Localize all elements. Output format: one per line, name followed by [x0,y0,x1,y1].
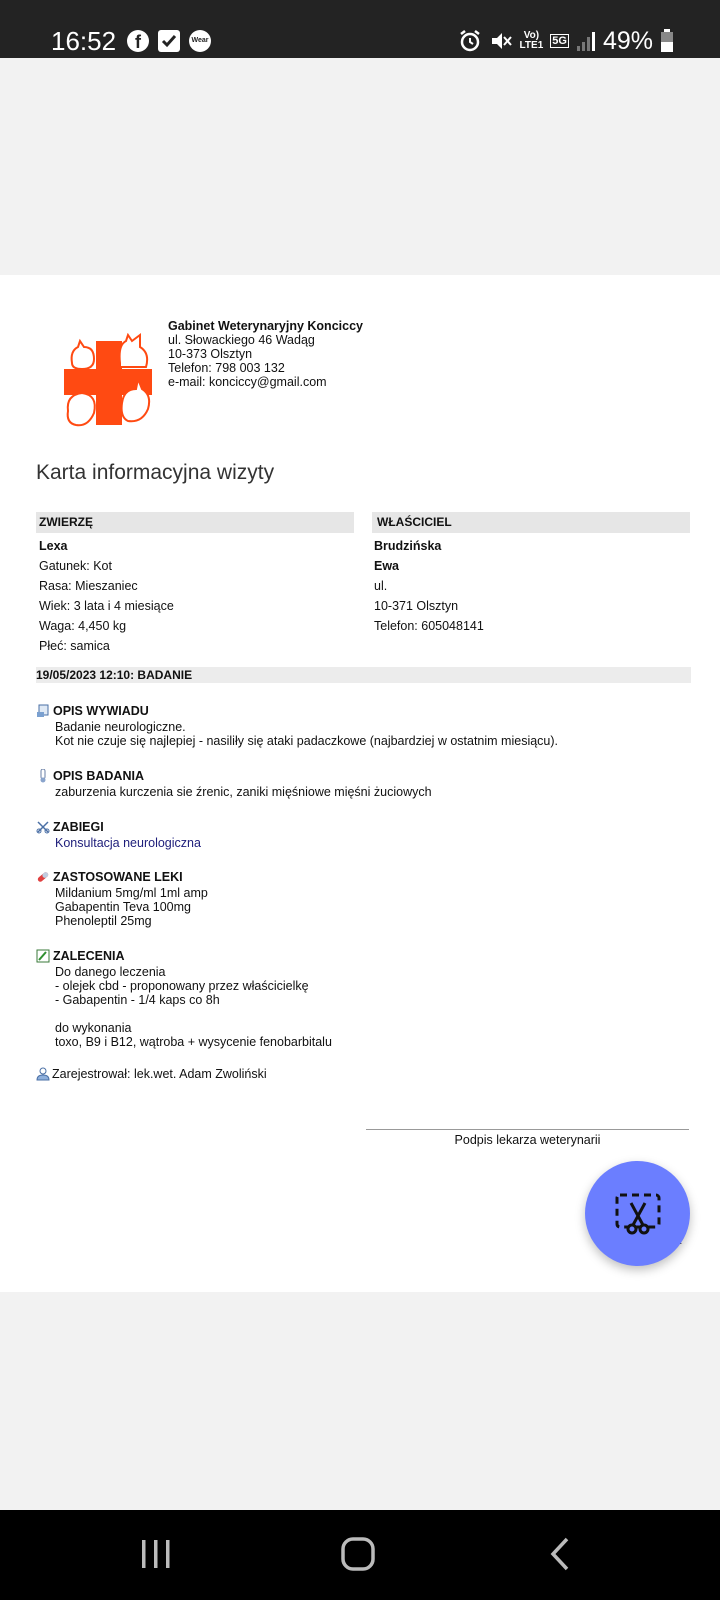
wear-icon: Wear [189,30,211,52]
animal-header: ZWIERZĘ [36,512,354,533]
status-time: 16:52 [51,26,117,56]
thermometer-icon [36,769,50,783]
owner-surname: Brudzińska [374,539,442,553]
signature-label: Podpis lekarza weterynarii [454,1133,601,1147]
owner-city: 10-371 Olsztyn [374,599,459,613]
facebook-icon: f [127,30,149,52]
alarm-icon [458,29,482,53]
section-procedures [36,819,201,850]
section-recommendations [36,948,332,1049]
owner-header: WŁAŚCICIEL [372,512,690,533]
animal-species: Gatunek: Kot [39,559,112,573]
owner-info [374,536,484,636]
volte-indicator: Vo) LTE1 [519,30,544,51]
clinic-info [168,319,363,389]
clinic-email: e-mail: konciccy@gmail.com [168,375,327,389]
signature-line [366,1129,689,1130]
screenshot-capture-button[interactable] [585,1161,690,1266]
examination-line: zaburzenia kurczenia sie źrenic, zaniki mięśniowe mięśni żuciowych [55,785,432,799]
document-page[interactable] [0,275,720,1292]
scissors-icon [36,820,50,834]
section-drugs [36,869,208,928]
drug-line: Gabapentin Teva 100mg [55,900,191,914]
recommendation-line: - olejek cbd - proponowany przez właścicielkę [55,979,309,993]
interview-line: Kot nie czuje się najlepiej - nasiliły się ataki padaczkowe (najbardziej w ostatnim miesiącu). [55,734,559,748]
registered-by-text: Zarejestrował: lek.wet. Adam Zwoliński [52,1067,267,1081]
visit-header: 19/05/2023 12:10: BADANIE [36,667,691,683]
clinic-city: 10-373 Olsztyn [168,347,253,361]
clinic-name: Gabinet Weterynaryjny Konciccy [168,319,363,333]
battery-percent: 49% [602,26,653,55]
mute-icon [489,29,513,53]
section-examination [36,768,432,799]
owner-first-name: Ewa [374,559,400,573]
recommendation-line: do wykonania [55,1021,132,1035]
clinic-address: ul. Słowackiego 46 Wadąg [168,333,315,347]
drug-line: Mildanium 5mg/ml 1ml amp [55,886,208,900]
check-icon [158,30,180,52]
animal-info [39,536,174,656]
clinic-logo [60,333,160,433]
registered-by [36,1067,267,1081]
animal-sex: Płeć: samica [39,639,110,653]
interview-icon [36,704,50,718]
pill-icon [36,870,50,884]
battery-icon [660,29,674,53]
signal-icon [576,30,596,52]
status-right-group [458,26,674,56]
interview-line: Badanie neurologiczne. [55,720,186,734]
recommendation-line: - Gabapentin - 1/4 kaps co 8h [55,993,220,1007]
animal-breed: Rasa: Mieszaniec [39,579,138,593]
animal-weight: Waga: 4,450 kg [39,619,127,633]
procedure-link[interactable]: Konsultacja neurologiczna [55,836,201,850]
home-icon[interactable] [340,1536,376,1572]
animal-age: Wiek: 3 lata i 4 miesiące [39,599,174,613]
back-icon[interactable] [549,1536,571,1572]
drugs-title: ZASTOSOWANE LEKI [53,870,183,884]
recent-apps-icon[interactable] [139,1536,173,1572]
navigation-bar [0,1510,720,1600]
notepad-icon [36,949,50,963]
interview-title: OPIS WYWIADU [53,704,149,718]
recommendation-line [55,1007,332,1021]
document-title: Karta informacyjna wizyty [36,461,275,484]
status-bar [0,0,720,58]
screenshot-scissors-icon [613,1189,663,1239]
doctor-icon [36,1067,50,1081]
owner-street: ul. [374,579,388,593]
recommendations-title: ZALECENIA [53,949,125,963]
owner-phone: Telefon: 605048141 [374,619,484,633]
recommendation-line: toxo, B9 i B12, wątroba + wysycenie fenobarbitalu [55,1035,332,1049]
network-gen: 5G [552,35,567,47]
section-interview [36,703,558,748]
drug-line: Phenoleptil 25mg [55,914,152,928]
clinic-phone: Telefon: 798 003 132 [168,361,285,375]
recommendation-line: Do danego leczenia [55,965,166,979]
procedures-title: ZABIEGI [53,820,104,834]
examination-title: OPIS BADANIA [53,769,144,783]
animal-name: Lexa [39,539,68,553]
